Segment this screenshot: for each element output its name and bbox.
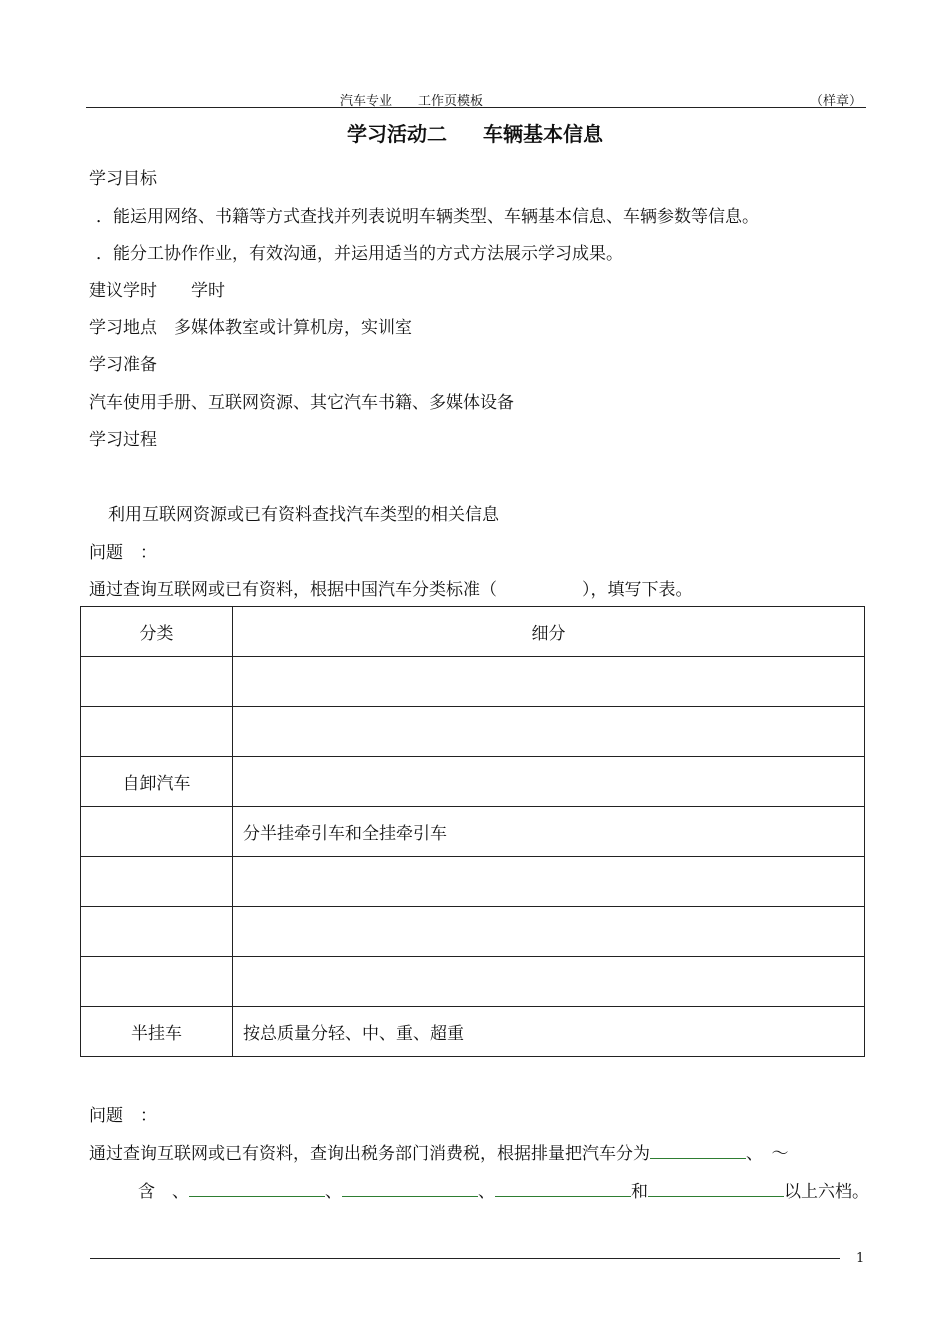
category-cell[interactable] (81, 907, 233, 957)
table-row (81, 807, 865, 857)
question2-line2 (138, 1177, 869, 1202)
vehicle-classification-table (80, 606, 865, 1057)
process-heading: 学习过程 (89, 430, 157, 450)
page-title (0, 118, 950, 147)
title-part1: 学习活动二 (347, 122, 447, 146)
goal-2: ．能分工协作作业，有效沟通，并运用适当的方式方法展示学习成果。 (96, 244, 623, 264)
category-cell[interactable] (81, 957, 233, 1007)
table-row (81, 757, 865, 807)
prep-heading: 学习准备 (89, 355, 157, 375)
question1-text: 通过查询互联网或已有资料，根据中国汽车分类标准（ ），填写下表。 (89, 580, 693, 600)
table-row (81, 907, 865, 957)
subcategory-cell[interactable] (233, 657, 865, 707)
prep-items: 汽车使用手册、互联网资源、其它汽车书籍、多媒体设备 (89, 393, 514, 413)
page-number: 1 (856, 1251, 865, 1266)
blank-field-5[interactable] (648, 1178, 784, 1197)
subcategory-cell[interactable] (233, 707, 865, 757)
category-cell[interactable] (81, 807, 233, 857)
blank-field-2[interactable] (189, 1178, 325, 1197)
table-row (81, 857, 865, 907)
question2-line1-text: 通过查询互联网或已有资料，查询出税务部门消费税，根据排量把汽车分为 (89, 1144, 650, 1164)
header-subcategory: 细分 (233, 607, 865, 657)
header-category: 分类 (81, 607, 233, 657)
header-sample-mark: （样章） (810, 94, 863, 109)
table-row (81, 1007, 865, 1057)
task-intro: 利用互联网资源或已有资料查找汽车类型的相关信息 (108, 505, 499, 525)
goals-heading: 学习目标 (89, 169, 157, 189)
table-row (81, 957, 865, 1007)
question2-line1 (89, 1139, 789, 1164)
question2-line2-start: 含 、 (138, 1182, 189, 1202)
separator: 、 (325, 1182, 342, 1202)
category-cell[interactable] (81, 707, 233, 757)
table-row (81, 657, 865, 707)
study-location: 学习地点 多媒体教室或计算机房，实训室 (89, 318, 412, 338)
subcategory-cell[interactable] (233, 907, 865, 957)
header-rule (86, 107, 866, 108)
question2-line1-sep: 、 ～ (746, 1144, 789, 1164)
category-cell[interactable]: 半挂车 (81, 1007, 233, 1057)
blank-field-1[interactable] (650, 1140, 746, 1159)
goal-1: ．能运用网络、书籍等方式查找并列表说明车辆类型、车辆基本信息、车辆参数等信息。 (96, 207, 759, 227)
header-left-text: 汽车专业 工作页模板 (340, 94, 484, 109)
blank-field-4[interactable] (495, 1178, 631, 1197)
category-cell[interactable] (81, 657, 233, 707)
question2-label: 问题 ： (89, 1106, 157, 1126)
subcategory-cell[interactable] (233, 957, 865, 1007)
table-row (81, 707, 865, 757)
subcategory-cell[interactable] (233, 857, 865, 907)
suggested-hours: 建议学时 学时 (89, 281, 225, 301)
blank-field-3[interactable] (342, 1178, 478, 1197)
subcategory-cell[interactable] (233, 757, 865, 807)
subcategory-cell[interactable]: 分半挂牵引车和全挂牵引车 (233, 807, 865, 857)
category-cell[interactable] (81, 857, 233, 907)
and-text: 和 (631, 1182, 648, 1202)
question1-label: 问题 ： (89, 543, 157, 563)
footer-rule (90, 1258, 840, 1259)
title-part2: 车辆基本信息 (483, 122, 603, 146)
subcategory-cell[interactable]: 按总质量分轻、中、重、超重 (233, 1007, 865, 1057)
category-cell[interactable]: 自卸汽车 (81, 757, 233, 807)
separator: 、 (478, 1182, 495, 1202)
question2-end: 以上六档。 (784, 1182, 869, 1202)
table-header-row (81, 607, 865, 657)
